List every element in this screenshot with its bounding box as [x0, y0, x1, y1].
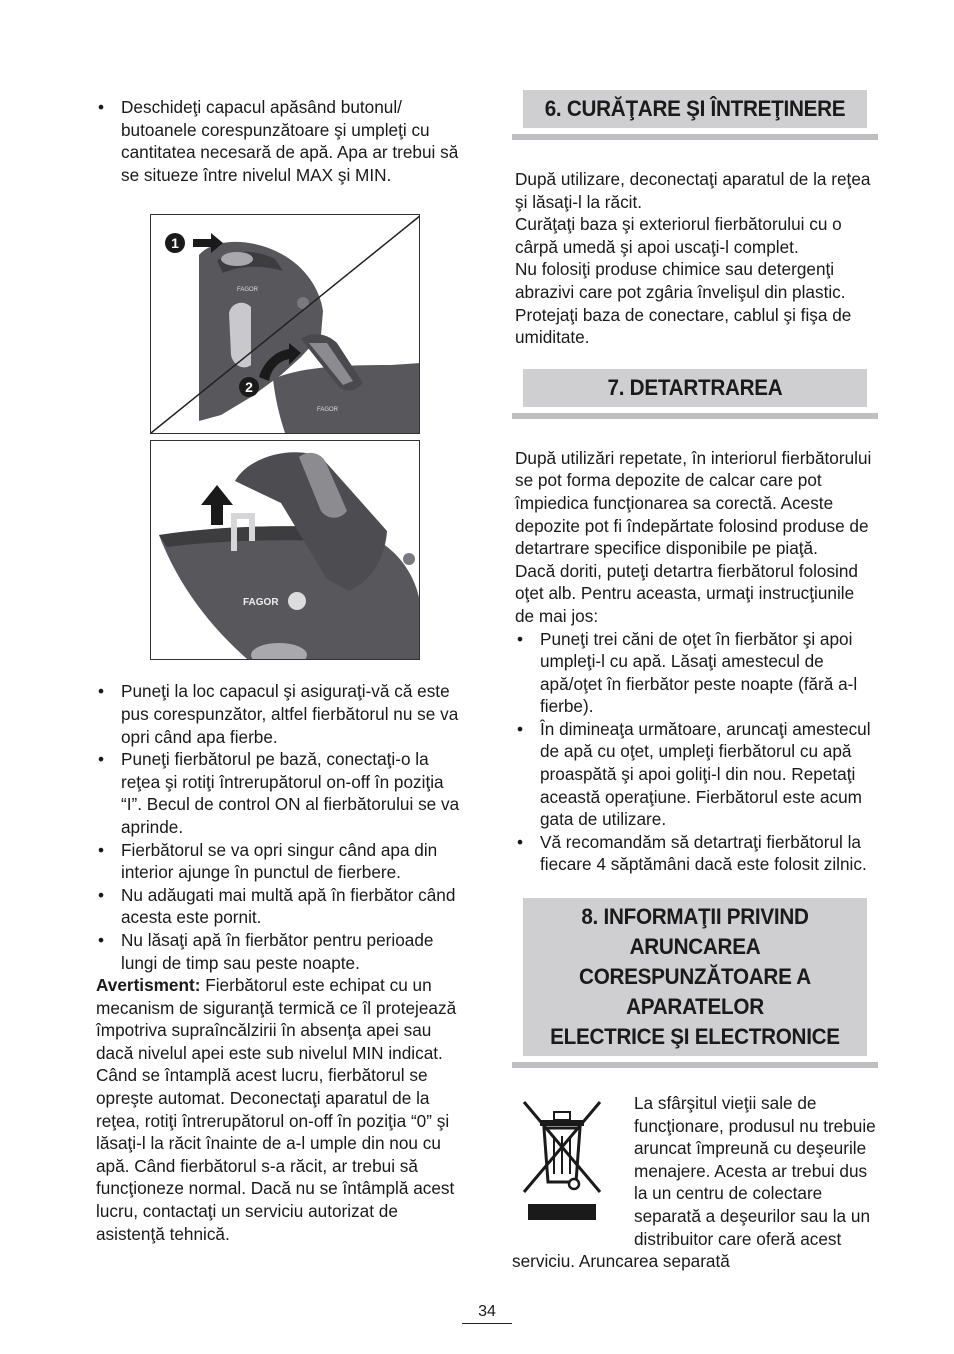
section-divider: [512, 134, 878, 140]
kettle-fill-illustration: [151, 441, 420, 659]
weee-paragraph: La sfârşitul vieţii sale de funcţionare, produsul nu trebuie aruncat împreună cu deşeurile menajere. Acesta ar trebui dus la un centru de colectare separată a deşeurilor sau la un distribuitor care oferă acest serviciu. Aruncarea separată: [512, 1093, 876, 1272]
warning-label: Avertisment:: [96, 975, 201, 996]
list-item: • Vă recomandăm să detartraţi fierbătorul la fiecare 4 săptămâni dacă este folosit zilnic.: [515, 831, 878, 876]
list-item: • Puneţi la loc capacul şi asiguraţi-vă că este pus corespunzător, altfel fierbătorul nu se va opri când apa fierbe.: [96, 680, 468, 748]
paragraph: După utilizări repetate, în interiorul fierbătorului se pot forma depozite de calcar care pot împiedica funcţionarea sa corectă. Aceste depozite pot fi îndepărtate folosind produse de detartrare specifice disponibile pe piaţă.: [515, 447, 872, 559]
arrow-up-icon: [201, 485, 233, 525]
title-line: CORESPUNZĂTOARE A APARATELOR: [579, 964, 811, 1020]
usage-list: [96, 680, 468, 974]
section-6-title: 6. CURĂŢARE ŞI ÎNTREŢINERE: [523, 90, 867, 128]
brand-label: FAGOR: [237, 287, 259, 294]
warning-text: Fierbătorul este echipat cu un mecanism de siguranţă termică ce îl protejează împotriva supraîncălzirii în absenţa apei sau dacă nivelul apei este sub nivelul MIN indicat. Când se întamplă acest lucru, fierbătorul se opreşte automat. Deconectaţi aparatul de la reţea, rotiţi întrerupătorul on-off în poziţia “0” şi lăsaţi-l la răcit înainte de a-l umple din nou cu apă. Când fierbătorul s-a răcit, ar trebui să funcţioneze normal. Dacă nu se întâmplă acest lucru, contactaţi un serviciu autorizat de asistenţă tehnică.: [96, 975, 457, 1244]
section-6: [512, 90, 878, 349]
section-7-body: [512, 447, 878, 876]
paragraph: După utilizare, deconectaţi aparatul de la reţea şi lăsaţi-l la răcit.: [515, 169, 871, 212]
figure-panel-bottom: [150, 440, 420, 660]
brand-label: FAGOR: [243, 597, 279, 609]
page-number: 34: [462, 1302, 512, 1324]
intro-list: [96, 96, 468, 186]
right-column: [512, 90, 878, 1273]
paragraph: Nu folosiţi produse chimice sau detergenţi abrazivi care pot zgâria învelişul din plastic.: [515, 259, 846, 302]
list-item: • Puneţi fierbătorul pe bază, conectaţi-o la reţea şi rotiţi întrerupătorul on-off în poziţia “I”. Becul de control ON al fierbătorului se va aprinde.: [96, 748, 468, 838]
warning-paragraph: [96, 974, 468, 1245]
section-8-title: [523, 898, 867, 1056]
section-8: [512, 898, 878, 1273]
section-7: [512, 369, 878, 876]
crossed-out-bin-icon: [520, 1098, 604, 1226]
paragraph: Dacă doriti, puteţi detartra fierbătorul folosind oţet alb. Pentru aceasta, urmaţi instrucţiunile de mai jos:: [515, 560, 858, 626]
brand-label: FAGOR: [317, 407, 339, 414]
paragraph: Protejaţi baza de conectare, cablul şi fişa de umiditate.: [515, 304, 852, 348]
list-item: • Deschideţi capacul apăsând butonul/ butoanele corespunzătoare şi umpleţi cu cantitatea necesară de apă. Apa ar trebui să se situeze între nivelul MAX şi MIN.: [96, 96, 468, 186]
left-column: [96, 96, 468, 1245]
title-line: 8. INFORMAŢII PRIVIND ARUNCAREA: [581, 904, 809, 960]
weee-block: [512, 1092, 878, 1273]
section-divider: [512, 413, 878, 419]
list-item: • Nu adăugati mai multă apă în fierbător când acesta este pornit.: [96, 884, 468, 929]
paragraph: Curăţaţi baza şi exteriorul fierbătorului cu o cârpă umedă şi apoi uscaţi-l complet.: [515, 214, 842, 257]
section-divider: [512, 1062, 878, 1068]
section-7-title: 7. DETARTRAREA: [523, 369, 867, 407]
section-6-body: [512, 168, 878, 349]
kettle-figure: [150, 214, 420, 660]
list-item: • Fierbătorul se va opri singur când apa din interior ajunge în punctul de fierbere.: [96, 839, 468, 884]
step-1-label: 1: [171, 235, 179, 252]
list-item: • Nu lăsaţi apă în fierbător pentru perioade lungi de timp sau peste noapte.: [96, 929, 468, 974]
kettle-open-lid-illustration: [151, 215, 420, 433]
title-line: ELECTRICE ŞI ELECTRONICE: [550, 1024, 840, 1050]
step-2-label: 2: [245, 379, 253, 396]
list-item: • În dimineaţa următoare, aruncaţi amestecul de apă cu oţet, umpleţi fierbătorul cu apă proaspătă şi apoi goliţi-l din nou. Repetaţi această operaţiune. Fierbătorul este acum gata de utilizare.: [515, 718, 878, 831]
figure-panel-top: [150, 214, 420, 434]
descaling-list: [515, 628, 878, 877]
list-item: • Puneţi trei căni de oţet în fierbător şi apoi umpleţi-l cu apă. Lăsaţi amestecul de apă/oţet în fierbător peste noapte (fără a-l fierbe).: [515, 628, 878, 718]
